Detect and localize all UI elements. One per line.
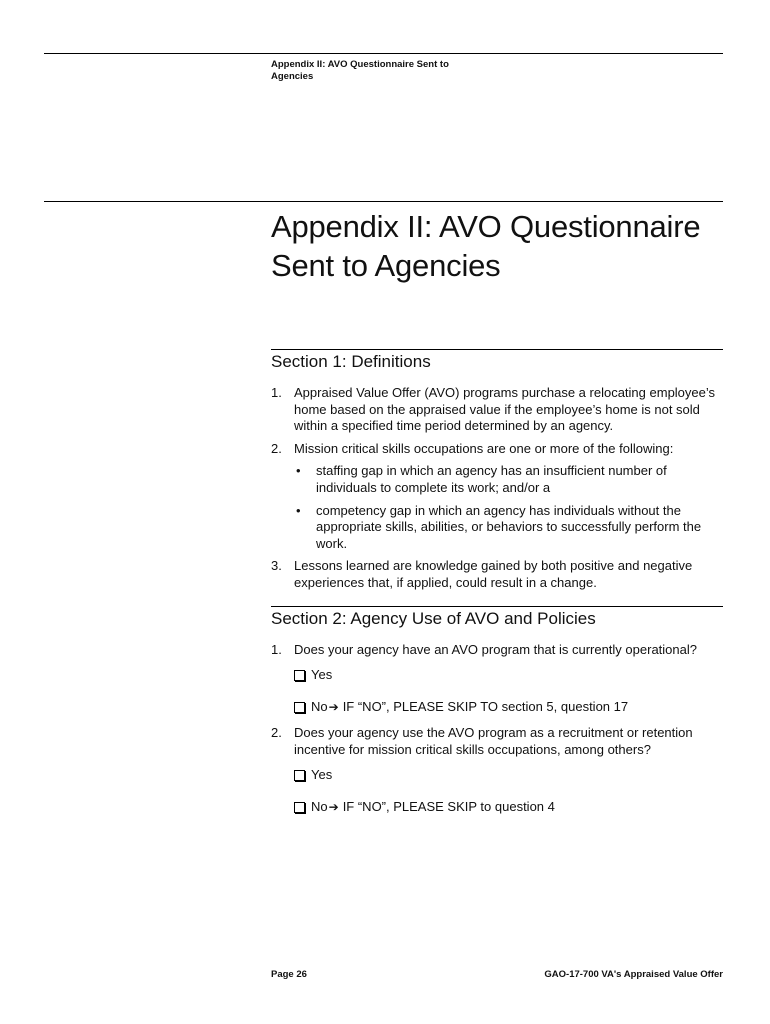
skip-instruction: IF “NO”, PLEASE SKIP to question 4 (342, 799, 555, 815)
no-option[interactable] (294, 699, 723, 715)
section-1-heading: Section 1: Definitions (271, 349, 723, 373)
question-number: 1. (271, 641, 282, 657)
bullet-item (294, 503, 723, 553)
arrow-right-icon: ➔ (328, 700, 339, 715)
no-checkbox[interactable] (294, 702, 305, 713)
skip-instruction: IF “NO”, PLEASE SKIP TO section 5, question 17 (342, 699, 629, 715)
question-item (271, 642, 723, 716)
no-checkbox[interactable] (294, 802, 305, 813)
section-2-heading: Section 2: Agency Use of AVO and Policies (271, 606, 723, 630)
list-item (271, 558, 723, 591)
list-item (271, 441, 723, 553)
definitions-list (271, 385, 723, 592)
yes-label: Yes (311, 667, 333, 683)
no-option[interactable] (294, 799, 723, 815)
arrow-right-icon: ➔ (328, 800, 339, 815)
header-rule (44, 53, 723, 54)
list-number: 2. (271, 440, 282, 456)
bullet-item (294, 463, 723, 496)
main-content (271, 349, 723, 825)
question-number: 2. (271, 725, 282, 741)
bullet-icon: • (296, 463, 301, 479)
bullet-text: staffing gap in which an agency has an insufficient number of individuals to complete its work; and/or a (316, 463, 667, 495)
list-item-text: Mission critical skills occupations are one or more of the following: (294, 440, 674, 456)
title-rule (44, 201, 723, 202)
questions-list (271, 642, 723, 816)
no-label: No (311, 699, 328, 715)
bullet-text: competency gap in which an agency has individuals without the appropriate skills, abilities, or behaviors to successfully perform the work. (316, 502, 702, 551)
question-text: Does your agency have an AVO program that is currently operational? (294, 641, 697, 657)
running-head: Appendix II: AVO Questionnaire Sent to Agencies (271, 59, 449, 82)
no-label: No (311, 799, 328, 815)
list-item-text: Appraised Value Offer (AVO) programs purchase a relocating employee’s home based on the appraised value if the employee’s home is not sold within a specified time period determined by an agency. (294, 385, 716, 434)
page-number: Page 26 (271, 969, 307, 980)
list-item (271, 385, 723, 435)
question-text: Does your agency use the AVO program as a recruitment or retention incentive for mission critical skills occupations, among others? (294, 725, 693, 757)
yes-label: Yes (311, 767, 333, 783)
yes-checkbox[interactable] (294, 670, 305, 681)
list-number: 3. (271, 558, 282, 574)
list-number: 1. (271, 385, 282, 400)
yes-checkbox[interactable] (294, 770, 305, 781)
bullet-list (294, 463, 723, 552)
page-title: Appendix II: AVO Questionnaire Sent to Agencies (271, 209, 701, 283)
report-id: GAO-17-700 VA's Appraised Value Offer (544, 969, 723, 980)
yes-option[interactable] (294, 667, 723, 683)
question-item (271, 725, 723, 815)
list-item-text: Lessons learned are knowledge gained by both positive and negative experiences that, if applied, could result in a change. (294, 558, 693, 590)
bullet-icon: • (296, 502, 301, 518)
yes-option[interactable] (294, 767, 723, 783)
